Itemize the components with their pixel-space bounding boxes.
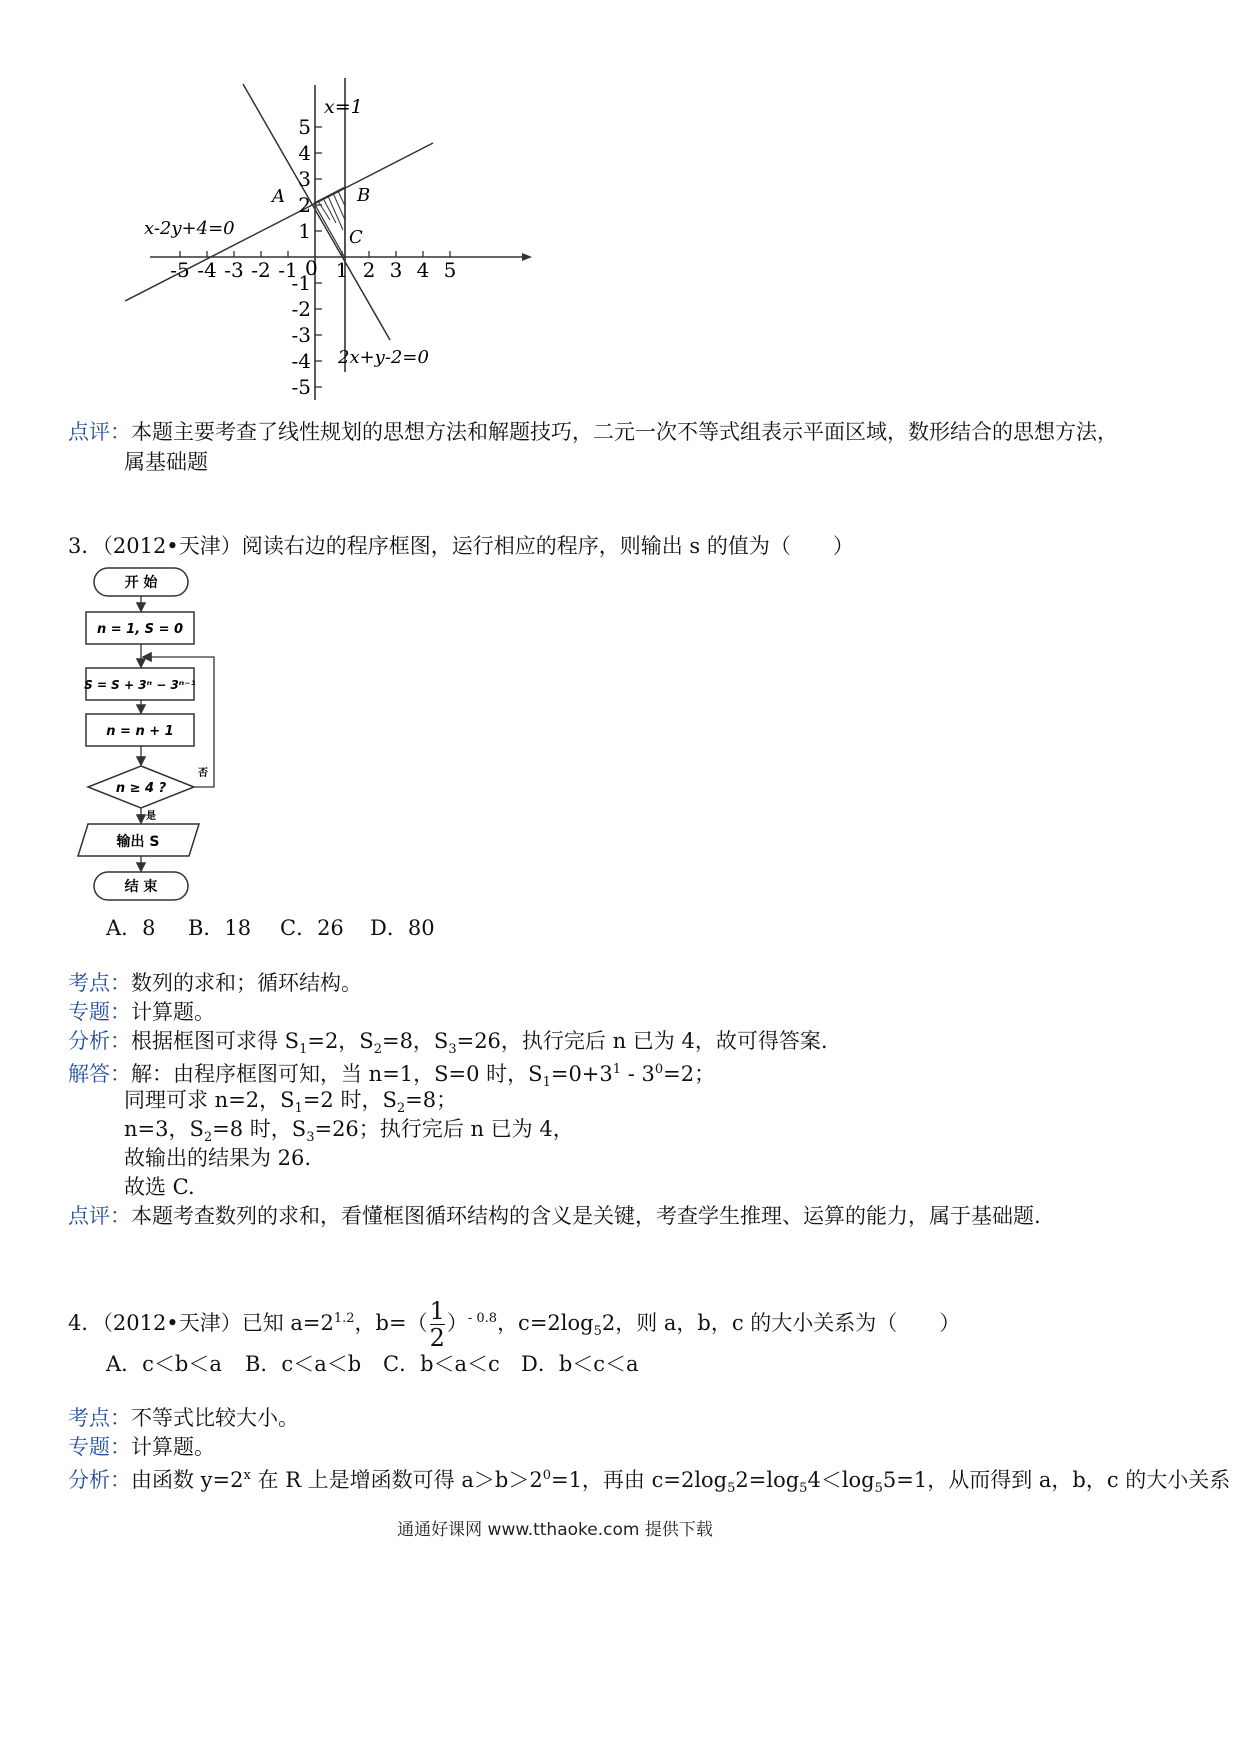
- flow-update-n-text: n = n + 1: [106, 724, 174, 739]
- x-tick-label: 3: [389, 258, 403, 282]
- point-c-label: C: [349, 227, 363, 248]
- q3-option-b: B．18: [188, 916, 252, 940]
- q4-stem-a: 4．（2012•天津）已知 a=2: [68, 1311, 334, 1335]
- fenxi-text: 由函数 $y=2^x$ 在 R 上是增函数可得 $a>b>2^0=1$，再由 $c=2\log_52=\log_54<\log_55=1$，从而得到 a，b，c 的大小关系: [131, 1468, 1231, 1497]
- zhuanti-text: 计算题。: [131, 1435, 215, 1459]
- q3-dianping: [68, 1201, 1041, 1231]
- q2-review-line-1: [68, 417, 1118, 447]
- fenxi-text: 根据框图可求得 $S_1=2$，$S_2=8$，$S_3=26$，执行完后 n 已为 4，故可得答案.: [131, 1029, 828, 1058]
- y-tick-label: -4: [291, 349, 311, 373]
- x-tick-label: -1: [278, 258, 298, 282]
- x-tick-label: -2: [251, 258, 271, 282]
- q4-zhuanti: [68, 1432, 215, 1462]
- zhuanti-text: 计算题。: [131, 1000, 215, 1024]
- review-label: 点评：: [68, 420, 131, 444]
- flow-yes-label: 是: [146, 811, 156, 822]
- q3-zhuanti: [68, 997, 215, 1027]
- x-tick-label: -4: [197, 258, 217, 282]
- q3-jieda-5: 故选 C.: [124, 1175, 195, 1199]
- zhuanti-label: 专题：: [68, 1000, 131, 1024]
- x-tick-label: 4: [416, 258, 430, 282]
- q3-option-c: C．26: [280, 916, 344, 940]
- y-tick-label: -1: [291, 271, 311, 295]
- q4-option-b: B．c＜a＜b: [245, 1352, 362, 1376]
- y-tick-label: -2: [291, 297, 311, 321]
- dianping-text: 本题考查数列的求和，看懂框图循环结构的含义是关键，考查学生推理、运算的能力，属于基础题.: [131, 1204, 1041, 1228]
- x-tick-label: 2: [362, 258, 376, 282]
- zhuanti-label: 专题：: [68, 1435, 131, 1459]
- jieda-text-2: 同理可求 n=2，S: [124, 1088, 295, 1112]
- flow-update-s-text: S = S + 3ⁿ − 3ⁿ⁻¹: [84, 678, 196, 692]
- q4-option-d: D．b＜c＜a: [521, 1352, 639, 1376]
- x-axis-arrow: [522, 253, 532, 261]
- x-tick-label: -5: [170, 258, 190, 282]
- q3-kaodian: [68, 968, 362, 998]
- program-flowchart: [72, 564, 232, 904]
- jieda-label: 解答：: [68, 1062, 131, 1086]
- flow-condition-text: n ≥ 4 ?: [115, 781, 167, 796]
- label-line-2: 2x+y-2=0: [338, 347, 429, 368]
- q3-jieda-3: n=3，$S_2=8$ 时，$S_3=26$；执行完后 n 已为 4，: [124, 1117, 574, 1146]
- label-x-equals-1: x=1: [324, 96, 363, 118]
- fenxi-label: 分析：: [68, 1029, 131, 1053]
- linear-programming-graph: [100, 70, 540, 460]
- x-tick-label: 1: [335, 258, 349, 282]
- jieda-text-1: 解：由程序框图可知，当 n=1，S=0 时，$S_1=0+3^1 - 3^0=2$；: [131, 1062, 716, 1091]
- point-a-label: A: [272, 186, 285, 207]
- y-tick-label: 2: [298, 193, 311, 217]
- flow-no-label: 否: [198, 768, 208, 779]
- q2-review-line-2: 属基础题: [124, 450, 208, 474]
- kaodian-label: 考点：: [68, 971, 131, 995]
- y-tick-label: 4: [298, 141, 311, 165]
- q4-option-a: A．c＜b＜a: [106, 1352, 222, 1376]
- origin-label: 0: [305, 256, 318, 280]
- y-tick-label: 5: [298, 115, 311, 139]
- one-half-fraction: $\frac{1}{2}$: [429, 1297, 445, 1352]
- y-tick-label: 1: [298, 219, 311, 243]
- q4-option-c: C．b＜a＜c: [383, 1352, 500, 1376]
- x-tick-label: 5: [443, 258, 457, 282]
- feasible-region: [314, 187, 345, 258]
- q3-stem: 3．（2012•天津）阅读右边的程序框图，运行相应的程序，则输出 s 的值为（ ）: [68, 534, 854, 558]
- x-tick-label: -3: [224, 258, 244, 282]
- q4-exp-a: 1.2: [333, 1311, 355, 1326]
- q3-option-a: A．8: [106, 916, 156, 940]
- region-hatching: [318, 191, 345, 230]
- flow-init-text: n = 1, S = 0: [96, 622, 184, 637]
- point-b-label: B: [357, 185, 371, 206]
- y-tick-label: -5: [291, 375, 311, 399]
- flow-output-text: 输出 S: [116, 834, 160, 850]
- page-footer: 通通好课网 www.tthaoke.com 提供下载: [397, 1520, 713, 1540]
- review-text: 本题主要考查了线性规划的思想方法和解题技巧，二元一次不等式组表示平面区域，数形结合的思想方法，: [131, 420, 1118, 444]
- kaodian-label: 考点：: [68, 1406, 131, 1430]
- line-2x-plus-y-minus-2: [243, 84, 390, 340]
- fenxi-label: 分析：: [68, 1468, 131, 1492]
- y-tick-label: -3: [291, 323, 311, 347]
- dianping-label: 点评：: [68, 1204, 131, 1228]
- q4-stem: 4．（2012•天津）已知 $a=2^{1.2}$，b=（ $\frac{1}{2}$ ）$^{- 0.8}$，$c=2\log_52$，则 a，b，c 的大小关系为（ ）: [68, 1297, 961, 1352]
- q4-kaodian: [68, 1403, 299, 1433]
- y-tick-label: 3: [298, 167, 311, 191]
- flow-start-text: 开 始: [124, 575, 158, 591]
- kaodian-text: 不等式比较大小。: [131, 1406, 299, 1430]
- q3-jieda-2: 同理可求 n=2，$S_1=2$ 时，$S_2=8$；: [124, 1088, 458, 1117]
- flow-end-text: 结 束: [124, 879, 158, 895]
- q3-option-d: D．80: [370, 916, 435, 940]
- label-line-1: x-2y+4=0: [144, 218, 235, 239]
- kaodian-text: 数列的求和；循环结构。: [131, 971, 362, 995]
- q4-fenxi: [68, 1461, 1230, 1504]
- q3-jieda-4: 故输出的结果为 26.: [124, 1146, 312, 1170]
